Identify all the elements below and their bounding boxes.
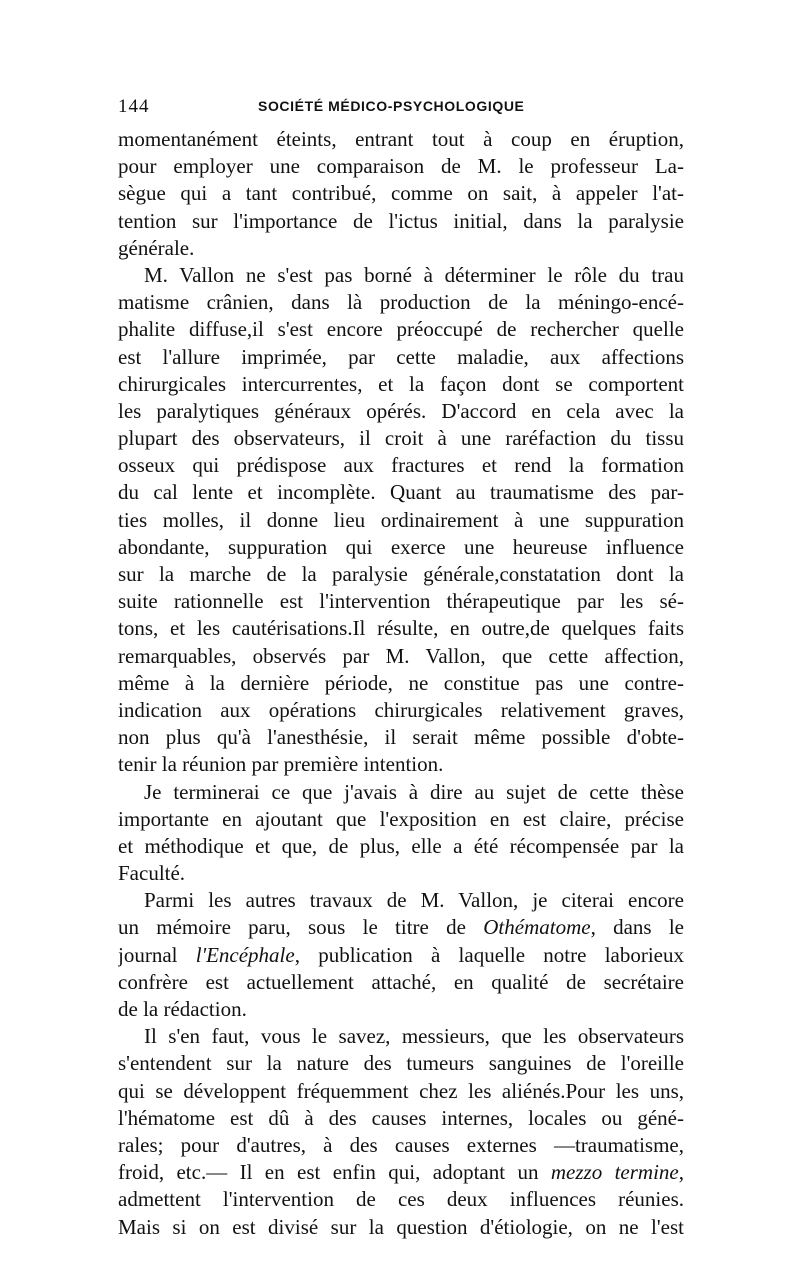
text-line: de la rédaction. — [118, 997, 247, 1021]
text-line: tenir la réunion par première intention. — [118, 752, 444, 777]
text-line: suite rationnelle est l'intervention thérapeutique par les sé- — [118, 589, 684, 614]
text-line: est l'allure imprimée, par cette maladie, aux affections — [118, 344, 684, 369]
text-line: tons, et les cautérisations.Il résulte, en outre,de quelques faits — [118, 616, 684, 641]
text-fragment: un mémoire paru, sous le titre de — [118, 915, 484, 940]
paragraph-5 — [118, 1023, 684, 1241]
page-header — [118, 96, 684, 120]
text-line: tention sur l'importance de l'ictus initial, dans la paralysie — [118, 208, 684, 233]
text-line: osseux qui prédispose aux fractures et rend la formation — [118, 453, 684, 478]
paragraph-4 — [118, 887, 684, 1023]
text-line: plupart des observateurs, il croit à une raréfaction du tissu — [118, 426, 684, 451]
text-line-with-title — [118, 914, 684, 941]
page-number: 144 — [118, 96, 150, 117]
text-line: s'entendent sur la nature des tumeurs sanguines de l'oreille — [118, 1051, 684, 1076]
text-line: Parmi les autres travaux de M. Vallon, je citerai encore — [144, 888, 684, 913]
text-line: momentanément éteints, entrant tout à coup en éruption, — [118, 127, 684, 151]
italic-title: l'Encéphale — [195, 942, 295, 967]
paragraph-3 — [118, 779, 684, 888]
text-line: du cal lente et incomplète. Quant au traumatisme des par- — [118, 480, 684, 505]
italic-title: Othématome — [483, 915, 591, 940]
text-line: sur la marche de la paralysie générale,constatation dont la — [118, 562, 684, 586]
text-line: pour employer une comparaison de M. le professeur La- — [118, 154, 684, 179]
text-line: rales; pour d'autres, à des causes externes —traumatisme, — [118, 1132, 684, 1157]
text-line: sègue qui a tant contribué, comme on sait, à appeler l'at- — [118, 181, 684, 206]
text-line: remarquables, observés par M. Vallon, que cette affection, — [118, 643, 684, 668]
text-line: confrère est actuellement attaché, en qualité de secrétaire — [118, 969, 684, 994]
text-line: phalite diffuse,il s'est encore préoccupé de rechercher quelle — [118, 317, 684, 342]
text-line: ties molles, il donne lieu ordinairement à une suppuration — [118, 507, 684, 532]
text-line: chirurgicales intercurrentes, et la façon dont se comportent — [118, 371, 684, 396]
running-title: SOCIÉTÉ MÉDICO-PSYCHOLOGIQUE — [258, 98, 525, 114]
text-line: Faculté. — [118, 861, 186, 886]
paragraph-2 — [118, 262, 684, 779]
text-line: les paralytiques généraux opérés. D'accord en cela avec la — [118, 398, 684, 423]
text-line: M. Vallon ne s'est pas borné à déterminer le rôle du trau — [144, 262, 684, 287]
text-line-with-italic — [118, 1159, 684, 1186]
text-line: importante en ajoutant que l'exposition en est claire, précise — [118, 806, 684, 831]
text-line-with-title — [118, 942, 684, 969]
paragraph-1 — [118, 126, 684, 262]
text-line: non plus qu'à l'anesthésie, il serait même possible d'obte- — [118, 725, 684, 750]
text-line: Mais si on est divisé sur la question d'étiologie, on ne l'est — [118, 1214, 684, 1239]
text-fragment: journal — [118, 942, 196, 967]
text-fragment: froid, etc.— Il en est enfin qui, adoptant un — [118, 1160, 551, 1185]
text-line: indication aux opérations chirurgicales relativement graves, — [118, 697, 684, 722]
text-line: qui se développent fréquemment chez les aliénés.Pour les uns, — [118, 1078, 684, 1103]
text-fragment: , dans le — [590, 915, 684, 940]
italic-phrase: mezzo termine — [550, 1160, 679, 1185]
text-line: même à la dernière période, ne constitue pas une contre- — [118, 670, 684, 695]
text-line: admettent l'intervention de ces deux influences réunies. — [118, 1187, 684, 1212]
text-line: Je terminerai ce que j'avais à dire au sujet de cette thèse — [144, 779, 684, 804]
text-fragment: , publication à laquelle notre laborieux — [294, 942, 684, 967]
text-line: matisme crânien, dans là production de la méningo-encé- — [118, 290, 684, 315]
text-line: Il s'en faut, vous le savez, messieurs, que les observateurs — [144, 1024, 684, 1049]
text-fragment: , — [678, 1160, 684, 1185]
text-line: et méthodique et que, de plus, elle a été récompensée par la — [118, 833, 684, 858]
body-text — [118, 126, 684, 1241]
text-line: générale. — [118, 235, 195, 260]
text-line: l'hématome est dû à des causes internes, locales ou géné- — [118, 1105, 684, 1130]
text-line: abondante, suppuration qui exerce une heureuse influence — [118, 534, 684, 559]
